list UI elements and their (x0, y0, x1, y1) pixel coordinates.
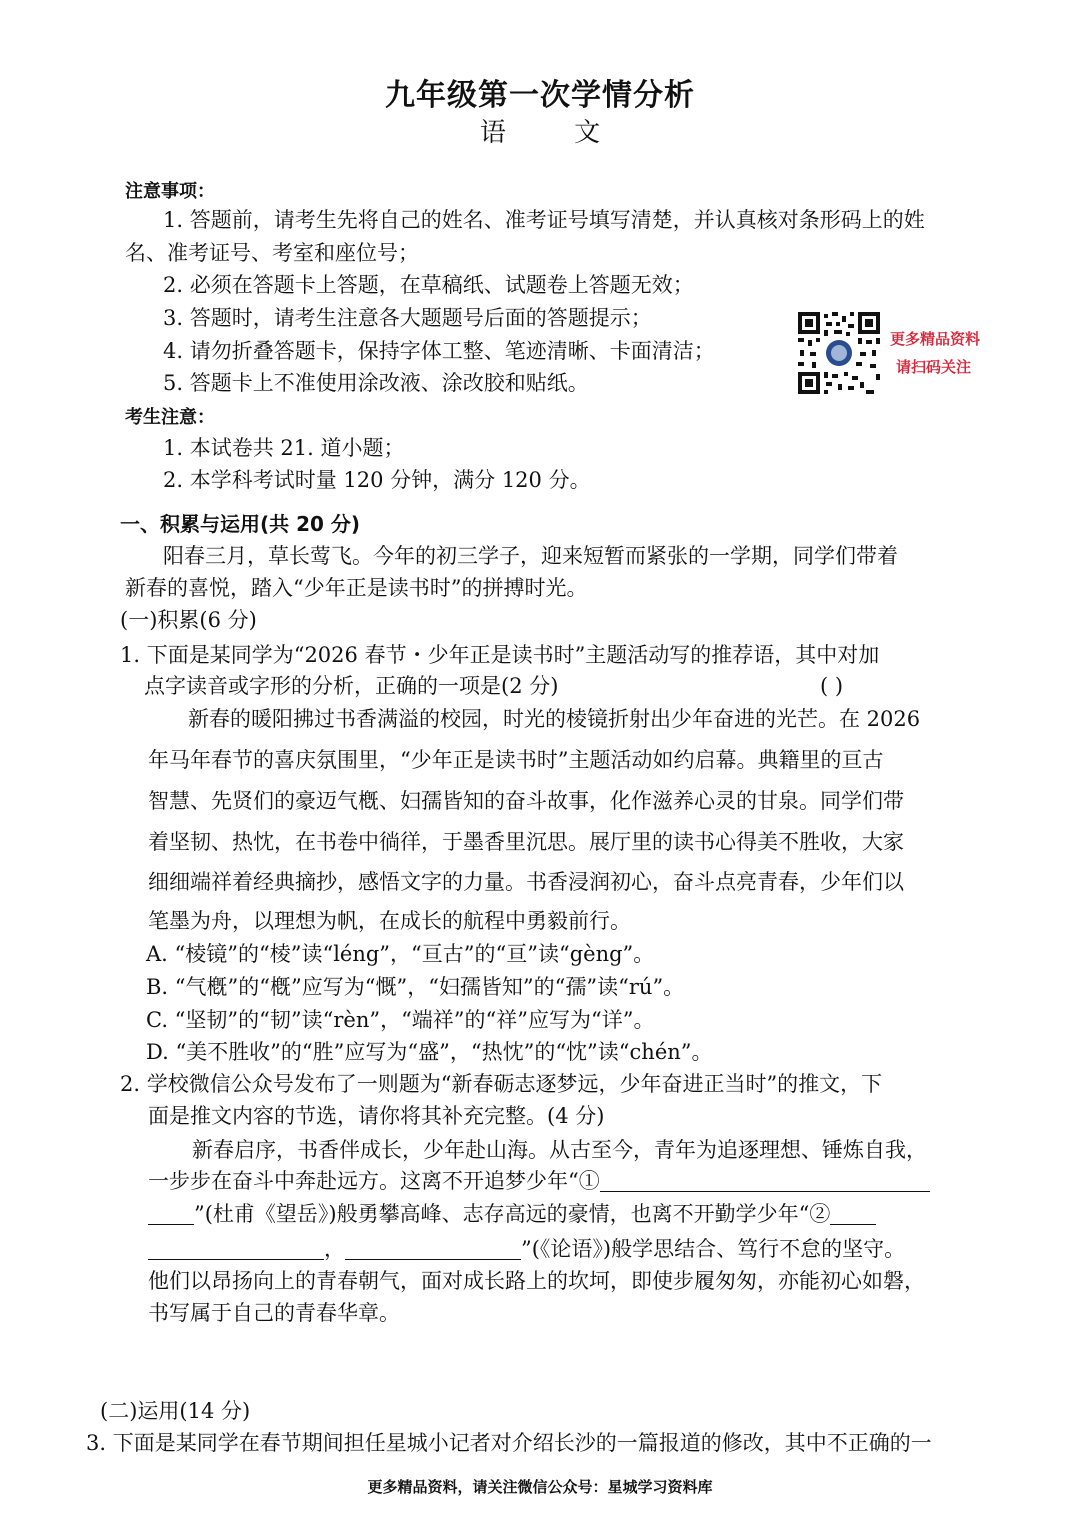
option-c: C. “坚韧”的“韧”读“rèn”，“端祥”的“祥”应写为“详”。 (146, 1008, 655, 1032)
page-title: 九年级第一次学情分析 (385, 78, 695, 113)
intro-line: 阳春三月，草长莺飞。今年的初三学子，迎来短暂而紧张的一学期，同学们带着 (163, 544, 898, 568)
passage-line: 年马年春节的喜庆氛围里，“少年正是读书时”主题活动如约启幕。典籍里的亘古 (148, 748, 884, 772)
answer-bracket[interactable]: ( ) (820, 674, 844, 698)
question-stem: 2. 学校微信公众号发布了一则题为“新春砺志逐梦远，少年奋进正当时”的推文，下 (120, 1072, 883, 1096)
candidate-line: 2. 本学科考试时量 120 分钟，满分 120 分。 (163, 468, 591, 492)
promo-line: 请扫码关注 (896, 358, 972, 376)
answer-blank-3[interactable] (345, 1237, 521, 1260)
passage-line: 他们以昂扬向上的青春朝气，面对成长路上的坎坷，即使步履匆匆，亦能初心如磐， (148, 1269, 925, 1293)
part-heading: (一)积累(6 分) (120, 608, 257, 632)
passage-line: 智慧、先贤们的豪迈气槪、妇孺皆知的奋斗故事，化作滋养心灵的甘泉。同学们带 (148, 789, 904, 813)
candidate-line: 1. 本试卷共 21. 道小题； (163, 436, 405, 460)
passage-text: ”(杜甫《望岳》)般勇攀高峰、志存高远的豪情，也离不开勤学少年“② (194, 1202, 831, 1226)
section-heading: 一、积累与运用(共 20 分) (120, 512, 361, 536)
question-stem: 1. 下面是某同学为“2026 春节・少年正是读书时”主题活动写的推荐语，其中对加 (120, 643, 880, 667)
candidate-heading: 考生注意： (125, 407, 215, 428)
passage-line: 书写属于自己的青春华章。 (148, 1301, 400, 1325)
option-a: A. “棱镜”的“棱”读“léng”，“亘古”的“亘”读“gèng”。 (146, 942, 655, 966)
passage-line (148, 1165, 930, 1197)
passage-text: ， (324, 1237, 345, 1261)
qr-code-icon[interactable] (798, 312, 880, 394)
footer-text: 更多精品资料，请关注微信公众号：星城学习资料库 (367, 1478, 713, 1496)
option-d: D. “美不胜收”的“胜”应写为“盛”，“热忱”的“忱”读“chén”。 (146, 1040, 713, 1064)
question-stem: 点字读音或字形的分析，正确的一项是(2 分) (144, 674, 559, 698)
option-b: B. “气槪”的“槪”应写为“慨”，“妇孺皆知”的“孺”读“rú”。 (146, 975, 685, 999)
subject-title: 语 文 (479, 118, 631, 148)
part-heading: (二)运用(14 分) (100, 1399, 251, 1423)
passage-line: 细细端祥着经典摘抄，感悟文字的力量。书香浸润初心，奋斗点亮青春，少年们以 (148, 870, 904, 894)
passage-line: 新春启序，书香伴成长，少年赴山海。从古至今，青年为追逐理想、锤炼自我， (192, 1138, 927, 1162)
passage-line: 新春的暖阳拂过书香满溢的校园，时光的棱镜折射出少年奋进的光芒。在 2026 (188, 707, 921, 731)
passage-line (148, 1233, 905, 1265)
passage-text: ”(《论语》)般学思结合、笃行不怠的坚守。 (521, 1237, 906, 1261)
passage-line: 笔墨为舟，以理想为帆，在成长的航程中勇毅前行。 (148, 909, 631, 933)
passage-line (148, 1198, 876, 1230)
notice-heading: 注意事项： (125, 181, 215, 202)
notice-line: 5. 答题卡上不准使用涂改液、涂改胶和贴纸。 (163, 371, 589, 395)
answer-blank-2-cont[interactable] (148, 1237, 324, 1260)
notice-line: 2. 必须在答题卡上答题，在草稿纸、试题卷上答题无效； (163, 273, 694, 297)
question-stem: 3. 下面是某同学在春节期间担任星城小记者对介绍长沙的一篇报道的修改，其中不正确的一 (86, 1431, 932, 1455)
answer-blank-1[interactable] (600, 1169, 930, 1192)
passage-text: 一步步在奋斗中奔赴远方。这离不开追梦少年“① (148, 1169, 600, 1193)
passage-line: 着坚韧、热忱，在书卷中徜徉，于墨香里沉思。展厅里的读书心得美不胜收，大家 (148, 830, 904, 854)
intro-line: 新春的喜悦，踏入“少年正是读书时”的拼搏时光。 (125, 576, 588, 600)
promo-line: 更多精品资料 (890, 330, 981, 348)
answer-blank-2[interactable] (830, 1202, 876, 1225)
notice-line: 1. 答题前，请考生先将自己的姓名、准考证号填写清楚，并认真核对条形码上的姓 (163, 208, 925, 232)
answer-blank-1-cont[interactable] (148, 1202, 194, 1225)
question-stem: 面是推文内容的节选，请你将其补充完整。(4 分) (148, 1104, 605, 1128)
notice-line: 4. 请勿折叠答题卡，保持字体工整、笔迹清晰、卡面清洁； (163, 339, 715, 363)
notice-line: 3. 答题时，请考生注意各大题题号后面的答题提示； (163, 306, 652, 330)
notice-line: 名、准考证号、考室和座位号； (125, 241, 419, 265)
